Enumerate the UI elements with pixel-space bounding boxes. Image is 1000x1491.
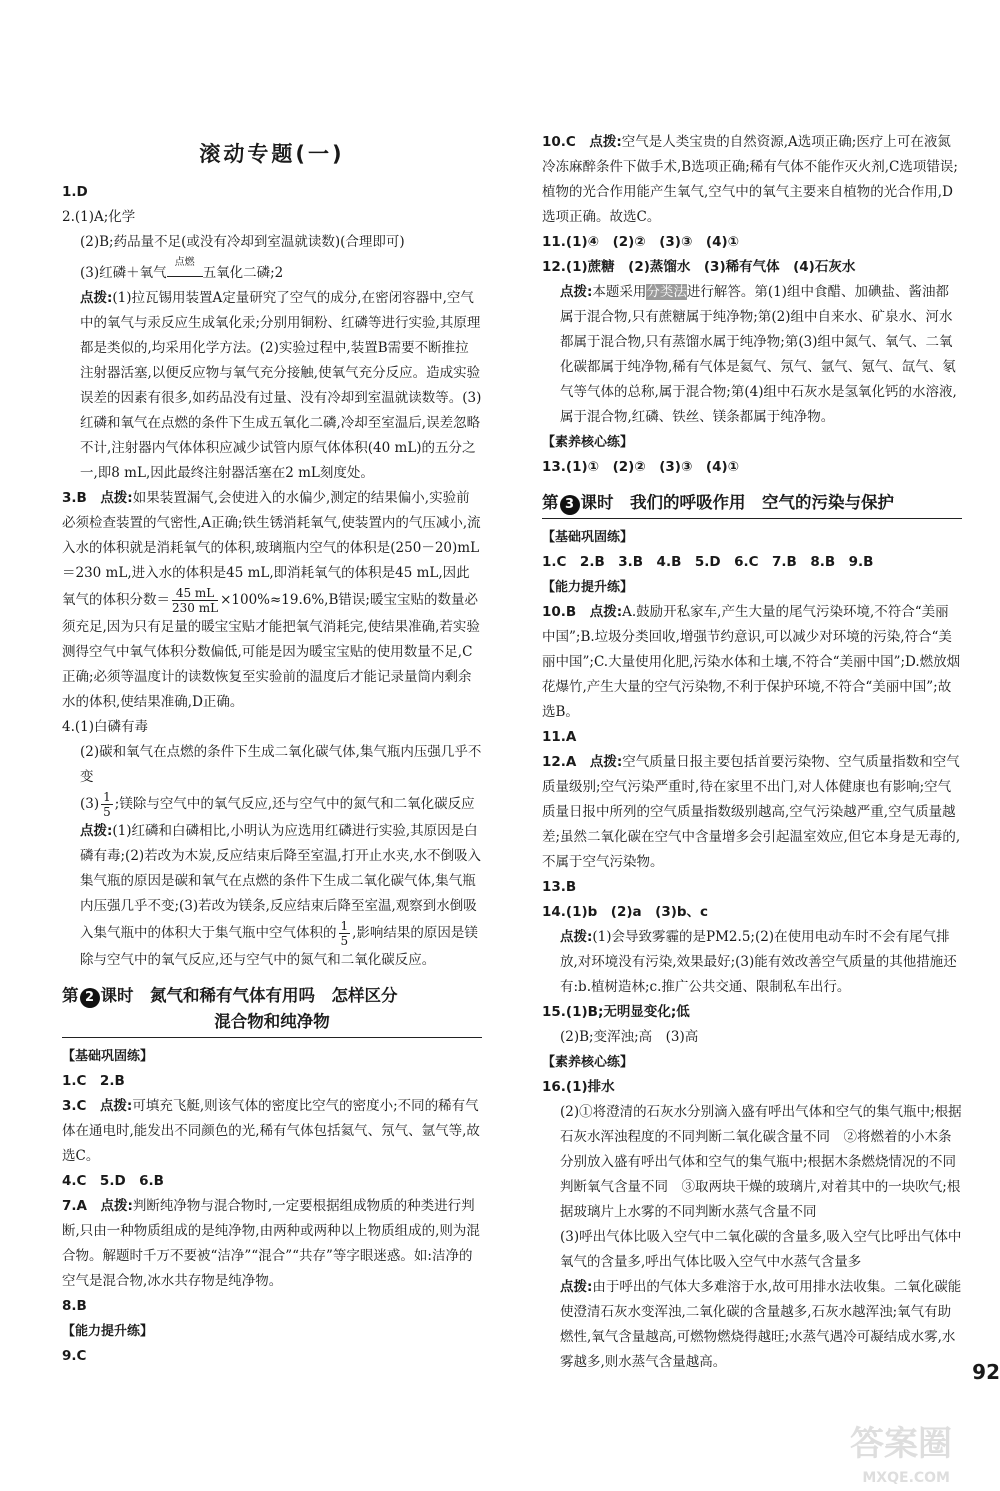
answer-8: 8.B xyxy=(62,1298,87,1314)
answer-4-2: (2)碳和氧气在点燃的条件下生成二氧化碳气体,集气瓶内压强几乎不变 xyxy=(80,744,482,785)
answer-2-tip: 点拨:(1)拉瓦锡用装置A定量研究了空气的成分,在密闭容器中,空气中的氧气与汞反应生成氧化汞;分别用铜粉、红磷等进行实验,其原理都是类似的,均采用化学方法。(2)实验过程中,装置B需要不断推拉注射器活塞,以便反应物与氧气充分接触,使氧气充分反应。造成实验误差的因素有很多,如药品没有过量、没有冷却到室温就读数等。(3)红磷和氧气在点燃的条件下生成五氧化二磷,冷却至室温后,误差忽略不计,注射器内气体体积应减少试管内原气体体积(40 mL)的五分之一,即8 mL,因此最终注射器活塞在2 mL刻度处。 xyxy=(80,290,482,481)
subheading-core: 【素养核心练】 xyxy=(542,1055,634,1070)
subheading-ability: 【能力提升练】 xyxy=(62,1324,154,1339)
lesson-number-badge: 2 xyxy=(80,988,100,1008)
subheading-core: 【素养核心练】 xyxy=(542,435,634,450)
fraction: $\frac{45 mL}{230 mL}$ xyxy=(172,586,219,615)
answer-4-tip: 点拨:(1)红磷和白磷相比,小明认为应选用红磷进行实验,其原因是白磷有毒;(2)若改为木炭,反应结束后降至室温,打开止水夹,水不倒吸入集气瓶的原因是碳和氧气在点燃的条件下生成二氧化碳气体,集气瓶内压强几乎不变;(3)若改为镁条,反应结束后降至室温,观察到水倒吸入集气瓶中的体积大于集气瓶中空气体积的 $\frac{1}{5}$ ,影响结果的原因是镁除与空气中的氧气反应,还与空气中的氮气和二氧化碳反应。 xyxy=(80,823,482,968)
answer-9: 9.C xyxy=(62,1348,87,1364)
page-title: 滚动专题(一) xyxy=(199,142,345,166)
subheading-basic: 【基础巩固练】 xyxy=(62,1049,154,1064)
answer-14: 14.(1)b (2)a (3)b、c xyxy=(542,904,709,920)
answer-row: 1.C 2.B 3.B 4.B 5.D 6.C 7.B 8.B 9.B xyxy=(542,554,874,570)
page-number: 92 xyxy=(972,1360,1000,1384)
watermark-logo: 答案圈 xyxy=(850,1424,952,1464)
answer-2-1: 2.(1)A;化学 xyxy=(62,209,136,225)
watermark-url: MXQE.COM xyxy=(862,1470,950,1486)
answer-row: 4.C 5.D 6.B xyxy=(62,1173,164,1189)
right-column xyxy=(542,130,962,1375)
answer-10: 10.C 点拨:空气是人类宝贵的自然资源,A选项正确;医疗上可在液氮冷冻麻醉条件下做手术,B选项正确;稀有气体不能作灭火剂,C选项错误;植物的光合作用能产生氧气,空气中的氧气主要来自植物的光合作用,D选项正确。故选C。 xyxy=(542,134,958,225)
lesson-number-badge: 3 xyxy=(560,495,580,515)
reaction-arrow: 点燃 xyxy=(167,268,203,277)
answer-2-3: (3)红磷＋氧气 点燃 五氧化二磷;2 xyxy=(80,257,284,281)
section-heading-lesson-2: 第 2 课时 氮气和稀有气体有用吗 怎样区分 混合物和纯净物 xyxy=(62,983,482,1038)
answer-12-tip: 点拨:本题采用分类法进行解答。第(1)组中食醋、加碘盐、酱油都属于混合物,只有蔗糖属于纯净物;第(2)组中自来水、矿泉水、河水都属于混合物,只有蒸馏水属于纯净物;第(3)组中氮气、氧气、二氧化碳都属于纯净物,稀有气体是氦气、氖气、氩气、氪气、氙气、氡气等气体的总称,属于混合物;第(4)组中石灰水是氢氧化钙的水溶液,属于混合物,红磷、铁丝、镁条都属于纯净物。 xyxy=(560,284,957,425)
section-heading-lesson-3: 第 3 课时 我们的呼吸作用 空气的污染与保护 xyxy=(542,490,962,519)
answer-14-tip: 点拨:(1)会导致雾霾的是PM2.5;(2)在使用电动车时不会有尾气排放,对环境没有污染,效果最好;(3)能有效改善空气质量的其他措施还有:b.植树造林;c.推广公共交通、限制私车出行。 xyxy=(560,929,957,995)
subheading-ability: 【能力提升练】 xyxy=(542,580,634,595)
subheading-basic: 【基础巩固练】 xyxy=(542,530,634,545)
answer-12: 12.(1)蔗糖 (2)蒸馏水 (3)稀有气体 (4)石灰水 xyxy=(542,259,856,275)
answer-16-3: (3)呼出气体比吸入空气中二氧化碳的含量多,吸入空气比呼出气体中氧气的含量多,呼出气体比吸入空气中水蒸气含量多 xyxy=(560,1229,962,1270)
answer-10b: 10.B 点拨:A.鼓励开私家车,产生大量的尾气污染环境,不符合“美丽中国”;B.垃圾分类回收,增强节约意识,可以减少对环境的污染,符合“美丽中国”;C.大量使用化肥,污染水体和土壤,不符合“美丽中国”;D.燃放烟花爆竹,产生大量的空气污染物,不利于保护环境,不符合“美丽中国”;故选B。 xyxy=(542,604,961,720)
answer-11b: 11.A xyxy=(542,729,577,745)
answer-13b: 13.B xyxy=(542,879,577,895)
answer-16-2: (2)①将澄清的石灰水分别滴入盛有呼出气体和空气的集气瓶中;根据石灰水浑浊程度的不同判断二氧化碳含量不同 ②将燃着的小木条分别放入盛有呼出气体和空气的集气瓶中;根据木条燃烧情况的不同判断氧气含量不同 ③取两块干燥的玻璃片,对着其中的一块吹气;根据玻璃片上水雾的不同判断水蒸气含量不同 xyxy=(560,1104,962,1220)
answer-4-3: (3) $\frac{1}{5}$ ;镁除与空气中的氧气反应,还与空气中的氮气和二氧化碳反应 xyxy=(80,790,475,819)
answer-4-1: 4.(1)白磷有毒 xyxy=(62,719,149,735)
answer-13: 13.(1)① (2)② (3)③ (4)① xyxy=(542,459,740,475)
answer-16-tip: 点拨:由于呼出的气体大多难溶于水,故可用排水法收集。二氧化碳能使澄清石灰水变浑浊,二氧化碳的含量越多,石灰水越浑浊;氧气有助燃性,氧气含量越高,可燃物燃烧得越旺;水蒸气遇冷可凝结成水雾,水雾越多,则水蒸气含量越高。 xyxy=(560,1279,962,1370)
answer-1: 1.D xyxy=(62,184,88,200)
fraction: $\frac{1}{5}$ xyxy=(103,790,111,819)
answer-7: 7.A 点拨:判断纯净物与混合物时,一定要根据组成物质的种类进行判断,只由一种物质组成的是纯净物,由两种或两种以上物质组成的,则为混合物。解题时千万不要被“洁净”“混合”“共存”等字眼迷惑。如:洁净的空气是混合物,冰水共存物是纯净物。 xyxy=(62,1198,480,1289)
left-column xyxy=(62,180,482,1369)
answer-16-1: 16.(1)排水 xyxy=(542,1079,615,1095)
answer-12b: 12.A 点拨:空气质量日报主要包括首要污染物、空气质量指数和空气质量级别;空气污染严重时,待在家里不出门,对人体健康也有影响;空气质量日报中所列的空气质量指数级别越高,空气污染越严重,空气质量越差;虽然二氧化碳在空气中含量增多会引起温室效应,但它本身是无毒的,不属于空气污染物。 xyxy=(542,754,961,870)
answer-row: 1.C 2.B xyxy=(62,1073,125,1089)
fraction: $\frac{1}{5}$ xyxy=(340,919,349,948)
answer-15-1: 15.(1)B;无明显变化;低 xyxy=(542,1004,690,1020)
answer-3b: 3.C 点拨:可填充飞艇,则该气体的密度比空气的密度小;不同的稀有气体在通电时,能发出不同颜色的光,稀有气体包括氦气、氖气、氩气等,故选C。 xyxy=(62,1098,480,1164)
highlighted-text: 分类法 xyxy=(646,284,687,300)
answer-3: 3.B 点拨:如果装置漏气,会使进入的水偏少,测定的结果偏小,实验前必须检查装置的气密性,A正确;铁生锈消耗氧气,使装置内的气压减小,流入水的体积就是消耗氧气的体积,玻璃瓶内空气的体积是(250－20)mL＝230 mL,进入水的体积是45 mL,即消耗氧气的体积是45 mL,因此氧气的体积分数＝ $\frac{45 mL}{230 mL}$ ×100%≈19.6%,B错误;暖宝宝贴的数量必须充足,因为只有足量的暖宝宝贴才能把氧气消耗完,使结果准确,若实验测得空气中氧气体积分数偏低,可能是因为暖宝宝贴的使用数量不足,C正确;必须等温度计的读数恢复至实验前的温度后才能记录量筒内剩余水的体积,使结果准确,D正确。 xyxy=(62,490,481,710)
answer-15-2: (2)B;变浑浊;高 (3)高 xyxy=(560,1029,699,1045)
answer-2-2: (2)B;药品量不足(或没有冷却到室温就读数)(合理即可) xyxy=(80,234,405,250)
answer-11: 11.(1)④ (2)② (3)③ (4)① xyxy=(542,234,740,250)
